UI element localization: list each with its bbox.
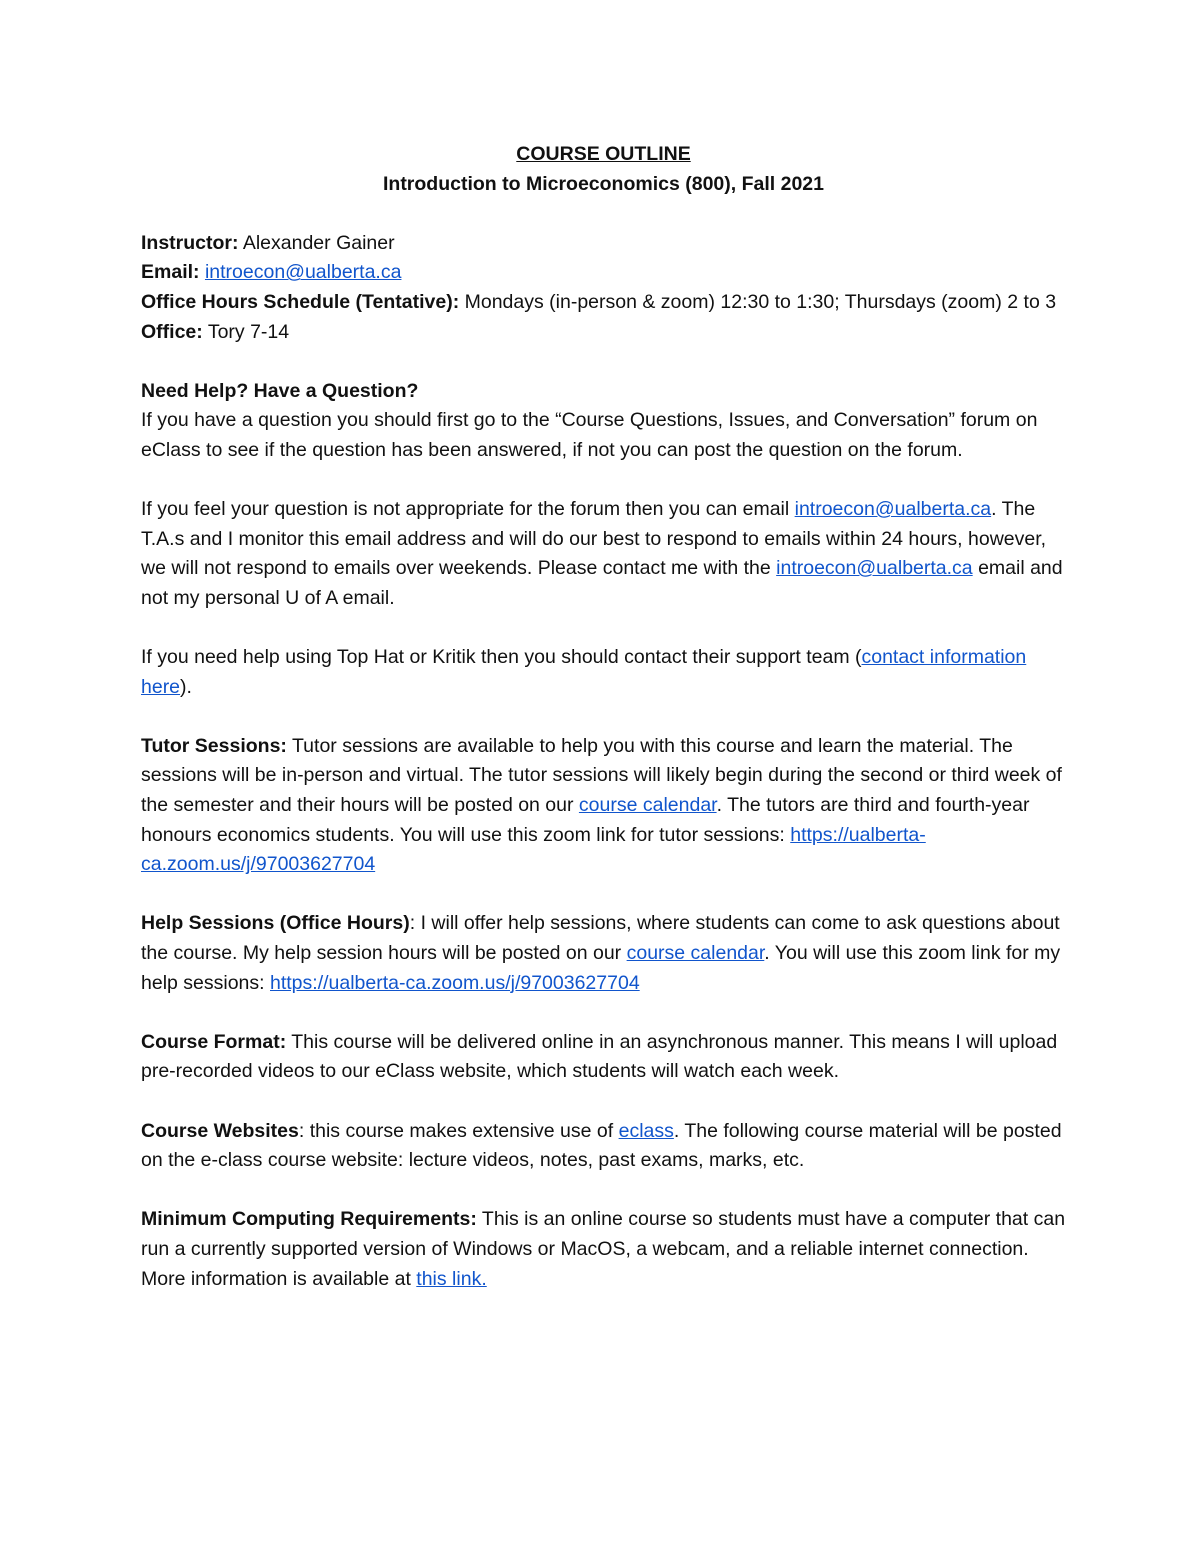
course-websites-label: Course Websites <box>141 1119 299 1142</box>
more-info-link[interactable]: this link. <box>416 1267 487 1290</box>
office-value: Tory 7-14 <box>202 320 290 343</box>
course-websites-paragraph: Course Websites: this course makes extensive use of eclass. The following course material will be posted on the e-class course website: lecture videos, notes, past exams, marks, etc. <box>141 1119 1062 1172</box>
course-calendar-link[interactable]: course calendar <box>578 794 717 817</box>
office-label: Office: <box>141 320 203 343</box>
course-calendar-link-2[interactable]: course calendar <box>626 942 765 965</box>
help-paragraph-email: If you feel your question is not appropriate for the forum then you can email introecon@ualberta.ca. The T.A.s and I monitor this email address and will do our best to respond to emails within 24 hours, however, we will not respond to emails over weekends. Please contact me with the introecon@ualberta.ca email and not my personal U of A email. <box>141 498 1063 609</box>
office-hours-line <box>141 288 1066 318</box>
tutor-zoom-link[interactable]: https://ualberta-ca.zoom.us/j/97003627704 <box>141 823 926 876</box>
help-paragraph-support: If you need help using Top Hat or Kritik then you should contact their support team (contact information here). <box>141 646 1027 698</box>
tutor-sessions-paragraph: Tutor Sessions: Tutor sessions are available to help you with this course and learn the material. The sessions will be in-person and virtual. The tutor sessions will likely begin during the second or third week of the semester and their hours will be posted on our course calendar. The tutors are third and fourth-year honours economics students. You will use this zoom link for tutor sessions: https://ualberta-ca.zoom.us/j/97003627704 <box>141 734 1062 876</box>
email-link-3[interactable]: introecon@ualberta.ca <box>776 557 973 580</box>
help-paragraph-forum: If you have a question you should first go to the “Course Questions, Issues, and Conversation” forum on eClass to see if the question has been answered, if not you can post the question on the forum. <box>141 409 1038 461</box>
computing-requirements-paragraph: Minimum Computing Requirements: This is an online course so students must have a computer that can run a currently supported version of Windows or MacOS, a webcam, and a reliable internet connection. More information is available at this link. <box>141 1208 1066 1290</box>
office-hours-value: Mondays (in-person & zoom) 12:30 to 1:30; Thursdays (zoom) 2 to 3 <box>459 290 1057 313</box>
email-link-2[interactable]: introecon@ualberta.ca <box>794 498 992 521</box>
instructor-label: Instructor: <box>141 231 239 254</box>
email-line <box>141 258 1066 288</box>
help-sessions-label: Help Sessions (Office Hours) <box>141 912 410 935</box>
tutor-sessions-label: Tutor Sessions: <box>141 734 287 757</box>
office-hours-label: Office Hours Schedule (Tentative): <box>141 290 460 313</box>
course-format-paragraph: Course Format: This course will be delivered online in an asynchronous manner. This means I will upload pre-recorded videos to our eClass website, which students will watch each week. <box>141 1030 1058 1083</box>
instructor-line <box>141 229 1066 259</box>
help-heading: Need Help? Have a Question? <box>141 379 419 402</box>
course-format-label: Course Format: <box>141 1030 287 1053</box>
document-header <box>141 140 1066 199</box>
office-line <box>141 318 1066 348</box>
page-title: COURSE OUTLINE <box>516 143 691 165</box>
computing-requirements-label: Minimum Computing Requirements: <box>141 1208 477 1231</box>
document-page <box>141 140 1066 1294</box>
eclass-link[interactable]: eclass <box>618 1119 674 1142</box>
instructor-value: Alexander Gainer <box>238 231 395 254</box>
help-zoom-link[interactable]: https://ualberta-ca.zoom.us/j/97003627704 <box>270 971 640 994</box>
course-subtitle: Introduction to Microeconomics (800), Fall 2021 <box>382 172 824 195</box>
help-sessions-paragraph: Help Sessions (Office Hours): I will offer help sessions, where students can come to ask questions about the course. My help session hours will be posted on our course calendar. You will use this zoom link for my help sessions: https://ualberta-ca.zoom.us/j/97003627704 <box>141 912 1061 994</box>
contact-information-link[interactable]: contact information here <box>141 646 1027 698</box>
email-link[interactable]: introecon@ualberta.ca <box>204 261 402 284</box>
email-label: Email: <box>141 261 200 284</box>
